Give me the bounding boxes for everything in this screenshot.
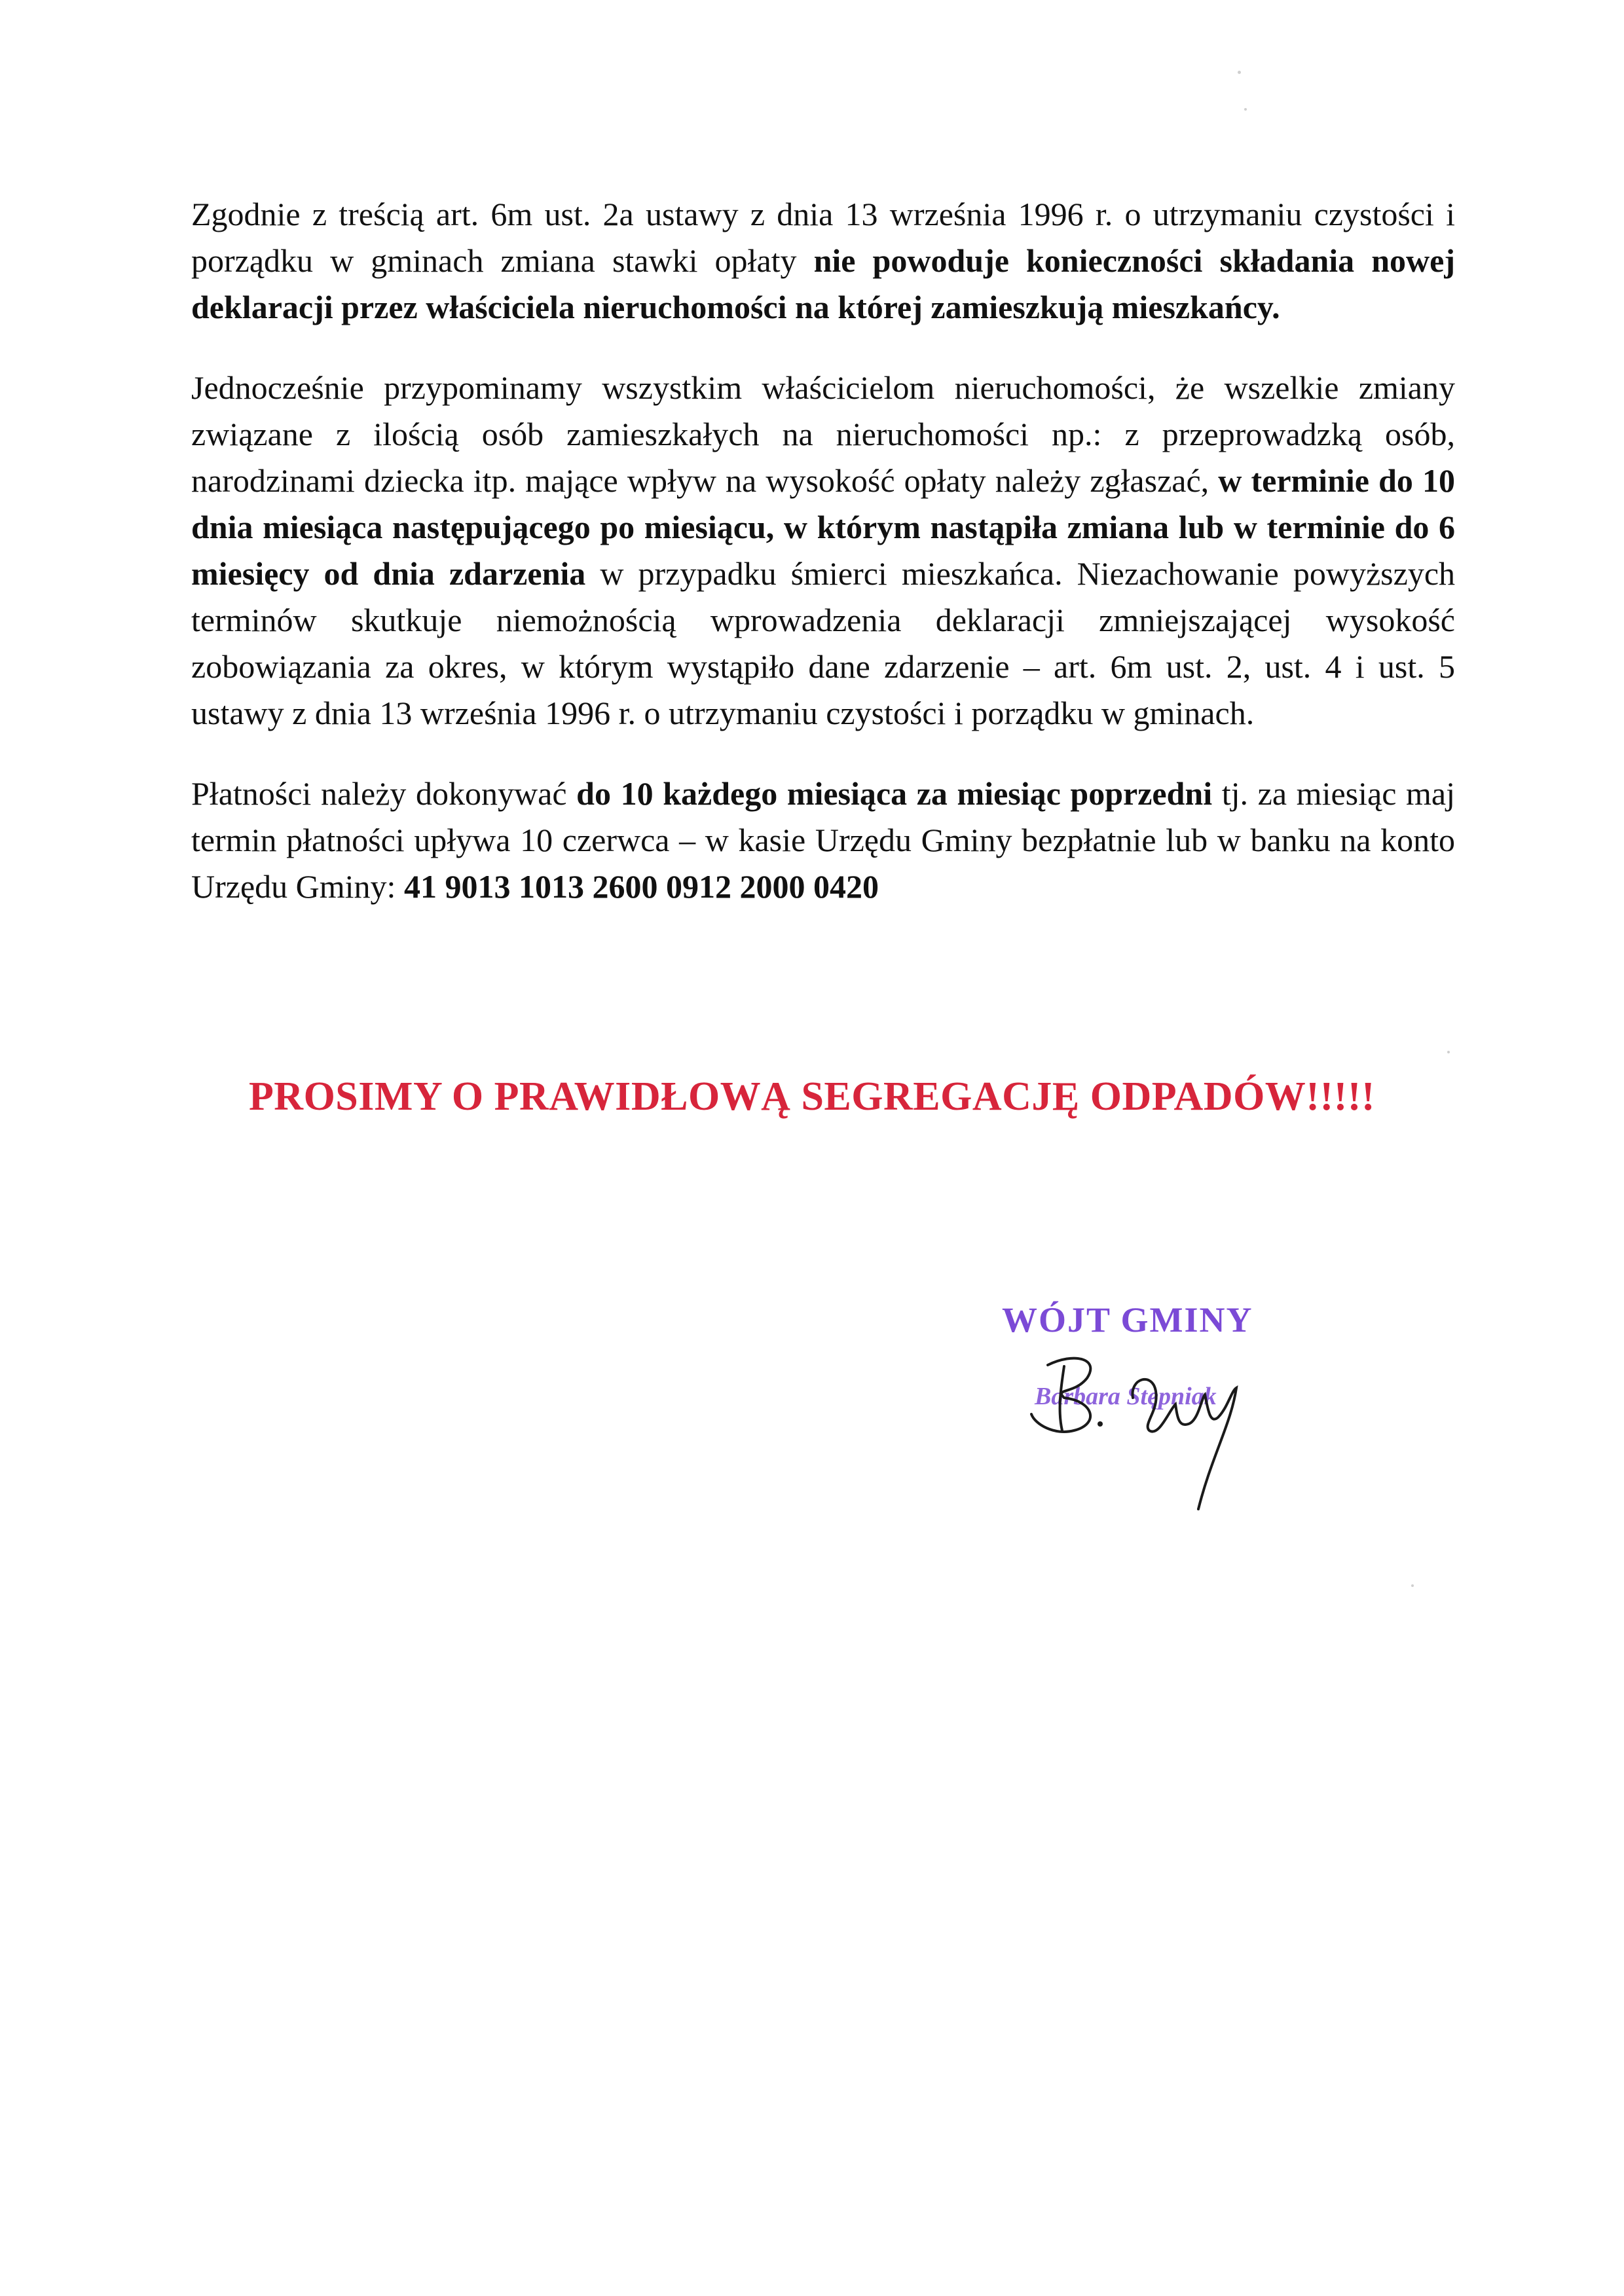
stamp-title: WÓJT GMINY [1002, 1300, 1253, 1339]
scan-speck [1244, 108, 1247, 111]
scan-speck [1411, 1584, 1414, 1587]
scan-speck [1238, 71, 1241, 74]
text-run: Jednocześnie przypominamy wszystkim właścicielom nieruchomości, że wszelkie zmiany związane z ilością osób zamieszkałych na nieruchomości np.: z przeprowadzką osób, narodzinami dziecka itp. mające wpływ na wysokość opłaty należy zgłaszać, [191, 369, 1455, 499]
text-run: w przypadku śmierci mieszkańca. Niezachowanie powyższych terminów skutkuje niemożnością wprowadzenia deklaracji zmniejszającej wysokość zobowiązania za okres, w którym wystąpiło dane zdarzenie – art. 6m ust. 2, ust. 4 i ust. 5 ustawy z dnia 13 września 1996 r. o utrzymaniu czystości i porządku w gminach. [191, 555, 1456, 731]
paragraph-payment-info [191, 771, 1455, 910]
segregation-appeal-headline: PROSIMY O PRAWIDŁOWĄ SEGREGACJĘ ODPADÓW!!!!! [248, 1074, 1376, 1119]
bold-text-run: w terminie do 10 dnia miesiąca następującego po miesiącu, w którym nastąpiła zmiana lub w terminie do 6 miesięcy od dnia zdarzenia [191, 462, 1455, 592]
scan-speck [1447, 1051, 1450, 1053]
letter-body [191, 191, 1455, 944]
stamp-name: Barbara Stępniak [1035, 1383, 1217, 1410]
text-run: Płatności należy dokonywać [191, 775, 577, 812]
signature-block [1002, 1300, 1290, 1522]
paragraph-declaration-info [191, 191, 1455, 331]
bold-text-run: 41 9013 1013 2600 0912 2000 0420 [403, 868, 879, 905]
handwritten-signature [1002, 1326, 1290, 1522]
bold-text-run: do 10 każdego miesiąca za miesiąc poprzedni [576, 775, 1213, 812]
paragraph-change-reporting [191, 365, 1455, 737]
text-run: tj. za miesiąc maj termin płatności upływa 10 czerwca – w kasie Urzędu Gminy bezpłatnie lub w banku na konto Urzędu Gminy: [191, 775, 1455, 905]
text-run: Zgodnie z treścią art. 6m ust. 2a ustawy z dnia 13 września 1996 r. o utrzymaniu czystości i porządku w gminach zmiana stawki opłaty [191, 196, 1455, 279]
bold-text-run: nie powoduje konieczności składania nowej deklaracji przez właściciela nieruchomości na której zamieszkują mieszkańcy. [191, 242, 1455, 325]
